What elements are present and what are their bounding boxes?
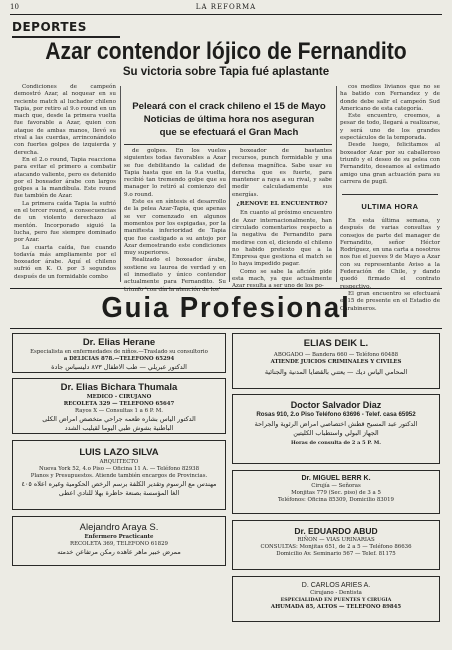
paragraph: boxeador de bastantes recursos, punch formidable y una defensa magnífica. Sabe usar su derecha que es fuerte, para mantener a raya a su rival, y sabe medir calculadamente sus energías. [232, 148, 332, 198]
ad-title: ARQUITECTO [99, 459, 139, 465]
ad-name: LUIS LAZO SILVA [79, 447, 159, 458]
article-column-2 [124, 148, 226, 293]
column-divider [229, 150, 230, 282]
ad-name: D. CARLOS ARIES A. [301, 582, 371, 589]
article-column-4 [340, 84, 440, 185]
deck-line: que se efectuará el Gran Mach [159, 127, 299, 138]
ad-address: RECOLETA 329 — TELEFONO 65647 [63, 401, 175, 407]
ad-arabic: الباطنية بشوش طبي اليوما لقيليب الشدد [64, 424, 174, 432]
guia-rule [10, 288, 442, 289]
deck-line: Noticias de última hora nos aseguran [143, 114, 315, 125]
paragraph: En cuanto al próximo encuentro de Azar internacionalmente, han circulado comentarios respecto a la negativa de Fernandito para medirse con el, diciendo el chileno no habido pretexto que a la Empresa que gestiona el match se lo haya impedido pagar. [232, 210, 332, 268]
paragraph: de golpes. En los vuelos siguientes todas favorables a Azar se fue debilitando la calidad de Tapia hasta que en la 9.a vuelta, recibió tan tremendo golpe que su manager lo retiró al comienzo del 9.o round. [124, 148, 226, 198]
ad-hours: Rayos X — Consultas 1 a 6 P. M. [75, 408, 163, 414]
ad-line: Monjitas 779 (Sec. piso) de 3 a 5 [291, 490, 381, 496]
ad-line: Nueva York 52, 4.o Piso — Oficina 11 A. — Teléfono 82938 [38, 466, 200, 472]
column-divider [120, 86, 121, 282]
ad-name: Dr. Elias Bichara Thumala [60, 382, 178, 393]
ad-hours: Horas de consulta de 2 a 5 P. M. [290, 440, 382, 446]
ad-arabic: مهندس مع الرسوم وتقدير الكلفة برسم الرخص الحكومية وغيره اعلاه ٤٠٥ [21, 480, 217, 488]
article-headline: Azar contendor lójico de Fernandito [45, 38, 407, 65]
ad-deik [232, 333, 440, 389]
ad-name: Dr. MIGUEL BERR K. [301, 475, 371, 482]
ad-name: ELIAS DEIK L. [303, 338, 369, 349]
article-deck [124, 100, 334, 139]
ad-arabic: الدكتور عبريلي — طب الاطفال ٨٧٣ دليسياس جادة [51, 363, 187, 371]
paragraph: La cuarta caída, fue cuando todavía más ampliamente por el boxeador árabe. Aquí el chileno sufrió en K. O. por 3 segundos después de un formidable combo [14, 244, 116, 280]
ad-lazo-silva [12, 440, 226, 510]
ad-arabic: الدكتور عبد المسيح قطش اختصاصي امراض الرئوية والجراحة [254, 420, 418, 428]
ad-araya [12, 516, 226, 566]
ad-title: Enfermero Practicante [84, 534, 154, 540]
section-title: DEPORTES [12, 20, 87, 34]
ad-line: Especialista en enfermedades de niños.—Traslado su consultorio [30, 349, 208, 355]
ad-arabic: الدكتور الياس بشاره طعمه جراحي متخصص امراض الكلى [42, 415, 196, 423]
ultima-hora-title: ULTIMA HORA [361, 202, 419, 211]
ad-line: Cirujano - Dentista [310, 590, 362, 596]
guia-title: Guia Profesional [101, 292, 351, 324]
ad-name: Dr. EDUARDO ABUD [294, 526, 378, 536]
ad-arabic: ممرض خبير ماهر عاهده رمكن مرتفاعن خدمته [57, 548, 181, 556]
ad-line: RECOLETA 369, TELEFONO 61829 [70, 541, 168, 547]
article-subhead: Su victoria sobre Tapia fué aplastante [122, 66, 330, 78]
ad-name: Alejandro Araya S. [79, 522, 159, 533]
deck-line: Peleará con el crack chileno el 15 de Mayo [132, 101, 326, 112]
paragraph: Realizado el boxeador árabe, sostiene su laurea de verdad y en el inmediato y único contendor actualmente para Fernandito. Su triunfo 'con día la atención de los' [124, 257, 226, 293]
ad-diaz [232, 394, 440, 464]
paragraph: cos medios livianos que no se ha batido con Fernandez y de donde debe salir el campeón Sud Americano de esta categoría. [340, 84, 440, 112]
ad-line: Cirujía — Señoras [311, 483, 361, 489]
article-column-5 [340, 218, 440, 312]
page-header [10, 3, 442, 13]
ad-line: ATIENDE JUICIOS CRIMINALES Y CIVILES [270, 359, 402, 365]
page-number: 10 [10, 3, 19, 11]
paragraph: Como se sabe la afición pide esta mach, ya que actualmente Azar resulta a ser uno de los po- [232, 268, 332, 290]
paragraph: Este es en síntesis el desarrollo de la pelea Azar-Tapia, que apenas se ver comenzado en algunos momentos por los espigadas, por la manifiesta inferioridad de Tapia que fue castigado a su antojo por Azar demostrando este condiciones muy superiores. [124, 199, 226, 257]
ad-herane [12, 333, 226, 373]
ad-line: Rosas 910, 2.o Piso Teléfono 63696 - Telef. casa 65952 [256, 411, 416, 418]
ad-bichara [12, 378, 226, 434]
ad-arabic: المحامي الياس ديك — يعتني بالقضايا المدنية والجنائية [264, 368, 408, 376]
paragraph: El gran encuentro se efectuará el 15 de presente en el Estadio de Carabineros. [340, 290, 440, 312]
ad-arabic: الغا المؤسسة بصنعة حاظرة بهلا للنادي اعطى [58, 489, 180, 497]
paragraph: En el 2.o round, Tapia reacciona para evitar el primero a combatir atacando valiente, pero es detenido por el boxeador árabe con largos golpes a la mandíbula. Este round fue también de Azar. [14, 156, 116, 200]
ad-name: Doctor Salvador Diaz [290, 400, 382, 410]
article-column-1 [14, 84, 116, 280]
ad-arabic: الجهاز البولي واستطباب الكليتين [293, 429, 379, 437]
ad-abud [232, 520, 440, 570]
article-column-3 [232, 148, 332, 290]
paragraph: Desde luego, felicitamos al boxeador Azar por su caballeroso triunfo y el deseo de su pelea con Fernandito, deseamos al estimado amigo una gran actuación para su carrera de pugil. [340, 142, 440, 185]
header-rule [10, 14, 442, 15]
ad-line: Domicilio Av. Seminario 567 — Telef. 81175 [276, 551, 396, 557]
ad-line: AHUMADA 85, ALTOS — TELEFONO 89845 [270, 604, 402, 610]
ultima-rule [342, 194, 438, 196]
ad-line: RIÑON — VIAS URINARIAS [297, 537, 375, 543]
ad-line: Teléfonos: Oficina 85309, Domicilio 83019 [278, 497, 394, 503]
masthead: LA REFORMA [195, 3, 257, 11]
paragraph: La primera caída Tapia la sufrió en el tercer round, a consecuencias de un violento derechazo al mentón. Incorporado siguió la lucha, pero fue siempre dominado por Azar. [14, 200, 116, 244]
ad-line: Planos y Presupuestos. Atiende también encargos de Provincias. [30, 473, 208, 479]
ad-title: MEDICO - CIRUJANO [86, 394, 152, 400]
paragraph: Condiciones de campeón demostró Azar, al noquear en su reciente match al luchador chileno Tapia, por retiro al 9.o round en un mach que, desde la primera vuelta fue favorable a Azar, quien con ataque de ambas manos, llevó su rival a las cuerdas, arrinconándolo con fuertes golpes de izquierda y derecha. [14, 84, 116, 156]
ad-berr [232, 470, 440, 514]
ad-name: Dr. Elias Herane [82, 337, 156, 348]
ad-line: ABOGADO — Bandera 660 — Teléfono 60488 [273, 352, 399, 358]
paragraph: Este encuentro, creemos, a pesar de todo, llegará a realizarse, y será uno de los grandes espectáculos de la temporada. [340, 113, 440, 142]
paragraph: En esta última semana, y después de varias consultas y consejos de parte del manager de Fernandito, señor Héctor Rodríguez, en una carta a nosotros nos fue el jueves 9 de Mayo a Azar con su representante Aviso a la Federación de Chile, y dando quedó firmado el contrato respectivo. [340, 218, 440, 290]
deck-rule [124, 144, 332, 145]
ad-aries [232, 576, 440, 622]
ad-line: a DELICIAS 878.—TELEFONO 65294 [63, 356, 175, 362]
column-subtitle: ¿RENOVE EL ENCUENTRO? [236, 201, 328, 208]
ad-line: ESPECIALIDAD EN PUENTES Y CIRUGIA [280, 597, 392, 603]
ad-line: CONSULTAS: Monjitas 651, de 2 a 5 — Teléfono 86636 [260, 544, 412, 550]
column-divider [336, 86, 337, 282]
guia-rule [10, 328, 442, 329]
